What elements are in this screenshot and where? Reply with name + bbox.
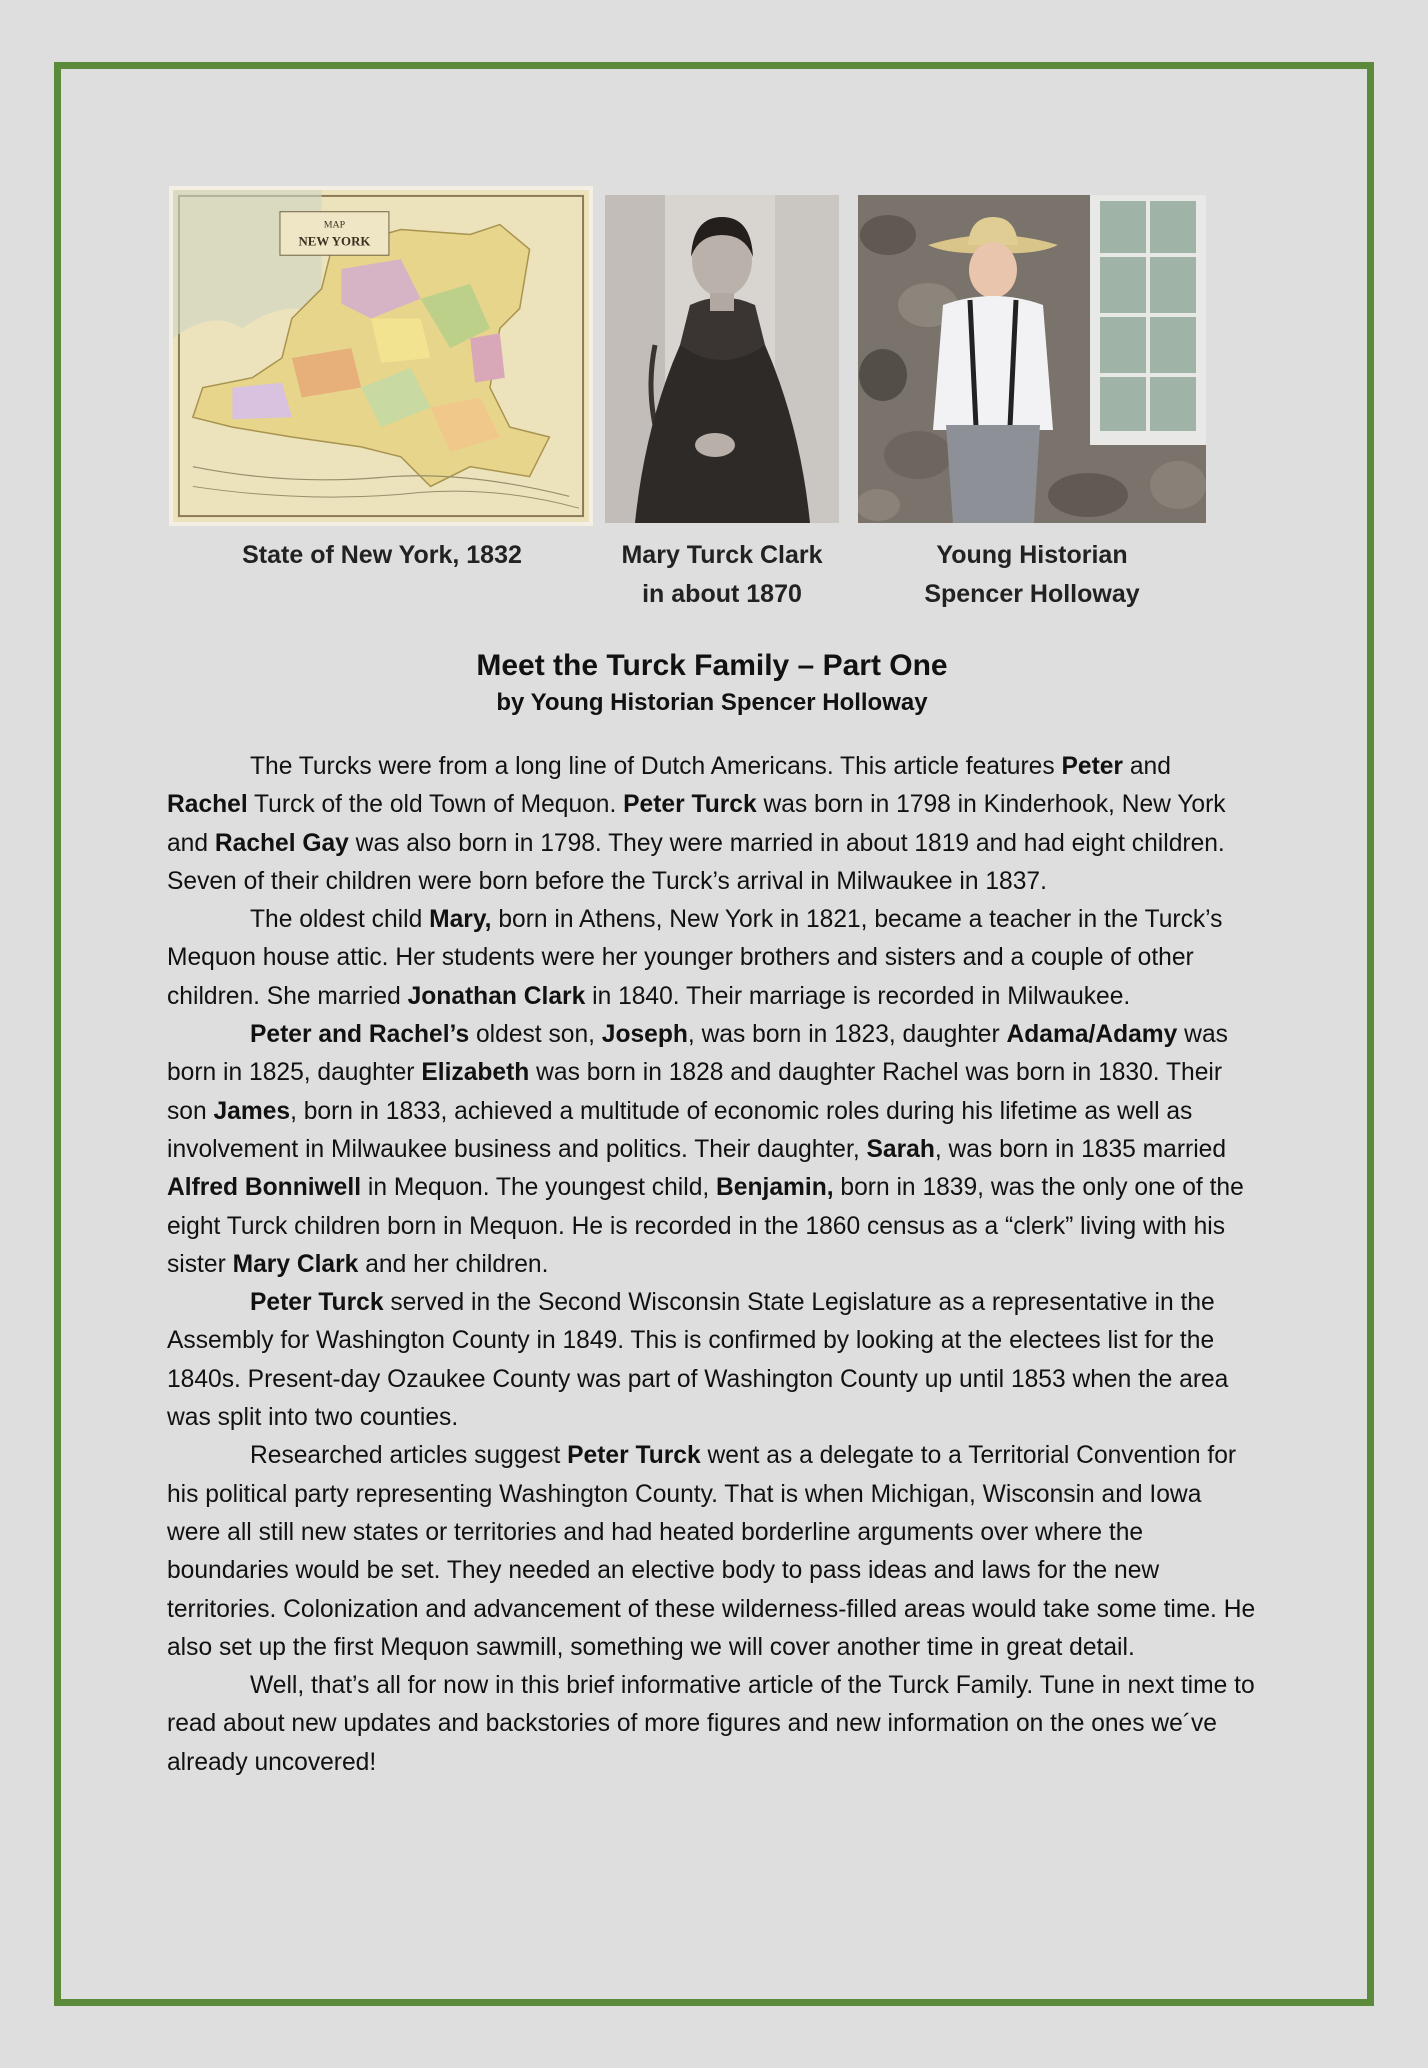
text: Researched articles suggest bbox=[250, 1442, 568, 1470]
text: in 1840. Their marriage is recorded in Milwaukee. bbox=[585, 982, 1131, 1010]
text: was born in 1825, daughter bbox=[167, 1021, 1228, 1087]
article-page bbox=[167, 186, 1257, 1782]
text: , was born in 1823, daughter bbox=[687, 1021, 1007, 1049]
name-elizabeth: Elizabeth bbox=[421, 1059, 530, 1087]
map-caption bbox=[167, 536, 597, 575]
text: The Turcks were from a long line of Dutch Americans. This article features bbox=[250, 753, 1062, 780]
spencer-holloway-photo bbox=[858, 195, 1206, 523]
spencer-caption-line1: Young Historian bbox=[936, 541, 1128, 569]
mary-caption bbox=[605, 536, 839, 614]
historian-illustration bbox=[858, 195, 1206, 523]
name-peter-turck: Peter Turck bbox=[623, 791, 757, 819]
name-rachel-gay: Rachel Gay bbox=[214, 829, 349, 857]
name-rachel: Rachel bbox=[167, 791, 248, 819]
mary-caption-line2: in about 1870 bbox=[642, 580, 802, 608]
map-heading-large: NEW YORK bbox=[298, 234, 371, 249]
name-sarah: Sarah bbox=[866, 1135, 935, 1163]
name-james: James bbox=[213, 1097, 291, 1125]
text: The oldest child bbox=[250, 906, 430, 934]
name-peter: Peter bbox=[1061, 753, 1124, 780]
text: Well, that’s all for now in this brief informative article of the Turck Family. Tune in next time to read about new updates and backstories of more figures and new information on the ones we´ve already uncovered! bbox=[167, 1672, 1255, 1776]
text: in Mequon. The youngest child, bbox=[361, 1174, 717, 1202]
name-peter-turck: Peter Turck bbox=[567, 1442, 701, 1470]
photo-captions bbox=[167, 536, 1257, 616]
text: , born in 1833, achieved a multitude of economic roles during his lifetime as well as involvement in Milwaukee business and politics. Their daughter, bbox=[167, 1097, 1193, 1163]
map-illustration bbox=[173, 190, 589, 522]
text: oldest son, bbox=[469, 1021, 602, 1049]
paragraph-3 bbox=[167, 1016, 1257, 1284]
text: went as a delegate to a Territorial Convention for his political party representing Washington County. That is when Michigan, Wisconsin and Iowa were all still new states or territories and had heated borderline arguments over where the boundaries would be set. They needed an elective body to pass ideas and laws for the new territories. Colonization and advancement of these wilderness-filled areas would take some time. He also set up the first Mequon sawmill, something we will cover another time in great detail. bbox=[167, 1442, 1256, 1661]
spencer-caption-line2: Spencer Holloway bbox=[924, 580, 1140, 608]
name-alfred-bonniwell: Alfred Bonniwell bbox=[167, 1174, 362, 1202]
portrait-illustration bbox=[605, 195, 839, 523]
text: and her children. bbox=[358, 1250, 549, 1278]
text: born in Athens, New York in 1821, became a teacher in the Turck’s Mequon house attic. Her students were her younger brothers and sisters and a couple of other children. She married bbox=[167, 906, 1223, 1010]
article-title: Meet the Turck Family – Part One bbox=[476, 649, 948, 682]
text: served in the Second Wisconsin State Legislature as a representative in the Assembly for Washington County in 1849. This is confirmed by looking at the electees list for the 1840s. Present-day Ozaukee County was part of Washington County up until 1853 when the area was split into two counties. bbox=[167, 1289, 1229, 1432]
mary-caption-line1: Mary Turck Clark bbox=[621, 541, 823, 569]
article-body bbox=[167, 748, 1257, 1782]
name-jonathan-clark: Jonathan Clark bbox=[407, 982, 586, 1010]
text: and bbox=[1123, 753, 1171, 780]
name-adama: Adama/Adamy bbox=[1006, 1021, 1178, 1049]
map-heading-small: MAP bbox=[323, 219, 346, 231]
photo-row bbox=[167, 186, 1257, 526]
paragraph-4 bbox=[167, 1284, 1257, 1437]
text: was born in 1828 and daughter Rachel was born in 1830. Their son bbox=[167, 1059, 1223, 1125]
paragraph-1 bbox=[167, 748, 1257, 901]
name-peter-turck: Peter Turck bbox=[250, 1289, 384, 1317]
name-mary-clark: Mary Clark bbox=[232, 1250, 359, 1278]
spencer-caption bbox=[858, 536, 1206, 614]
map-caption-line1: State of New York, 1832 bbox=[242, 541, 522, 569]
text: was born in 1798 in Kinderhook, New York and bbox=[167, 791, 1226, 857]
paragraph-5 bbox=[167, 1437, 1257, 1667]
text: born in 1839, was the only one of the eight Turck children born in Mequon. He is recorded in the 1860 census as a “clerk” living with his sister bbox=[167, 1174, 1244, 1278]
text: , was born in 1835 married bbox=[934, 1135, 1227, 1163]
mary-turck-clark-photo bbox=[605, 195, 839, 523]
text: Turck of the old Town of Mequon. bbox=[247, 791, 624, 819]
new-york-map-image bbox=[169, 186, 593, 526]
name-mary: Mary, bbox=[429, 906, 492, 934]
paragraph-6 bbox=[167, 1667, 1257, 1782]
name-benjamin: Benjamin, bbox=[716, 1174, 834, 1202]
paragraph-2 bbox=[167, 901, 1257, 1016]
name-joseph: Joseph bbox=[601, 1021, 688, 1049]
text: was also born in 1798. They were married in about 1819 and had eight children. Seven of their children were born before the Turck’s arrival in Milwaukee in 1837. bbox=[167, 829, 1225, 895]
name-peter-and-rachel: Peter and Rachel’s bbox=[250, 1021, 470, 1049]
article-byline: by Young Historian Spencer Holloway bbox=[496, 689, 928, 716]
